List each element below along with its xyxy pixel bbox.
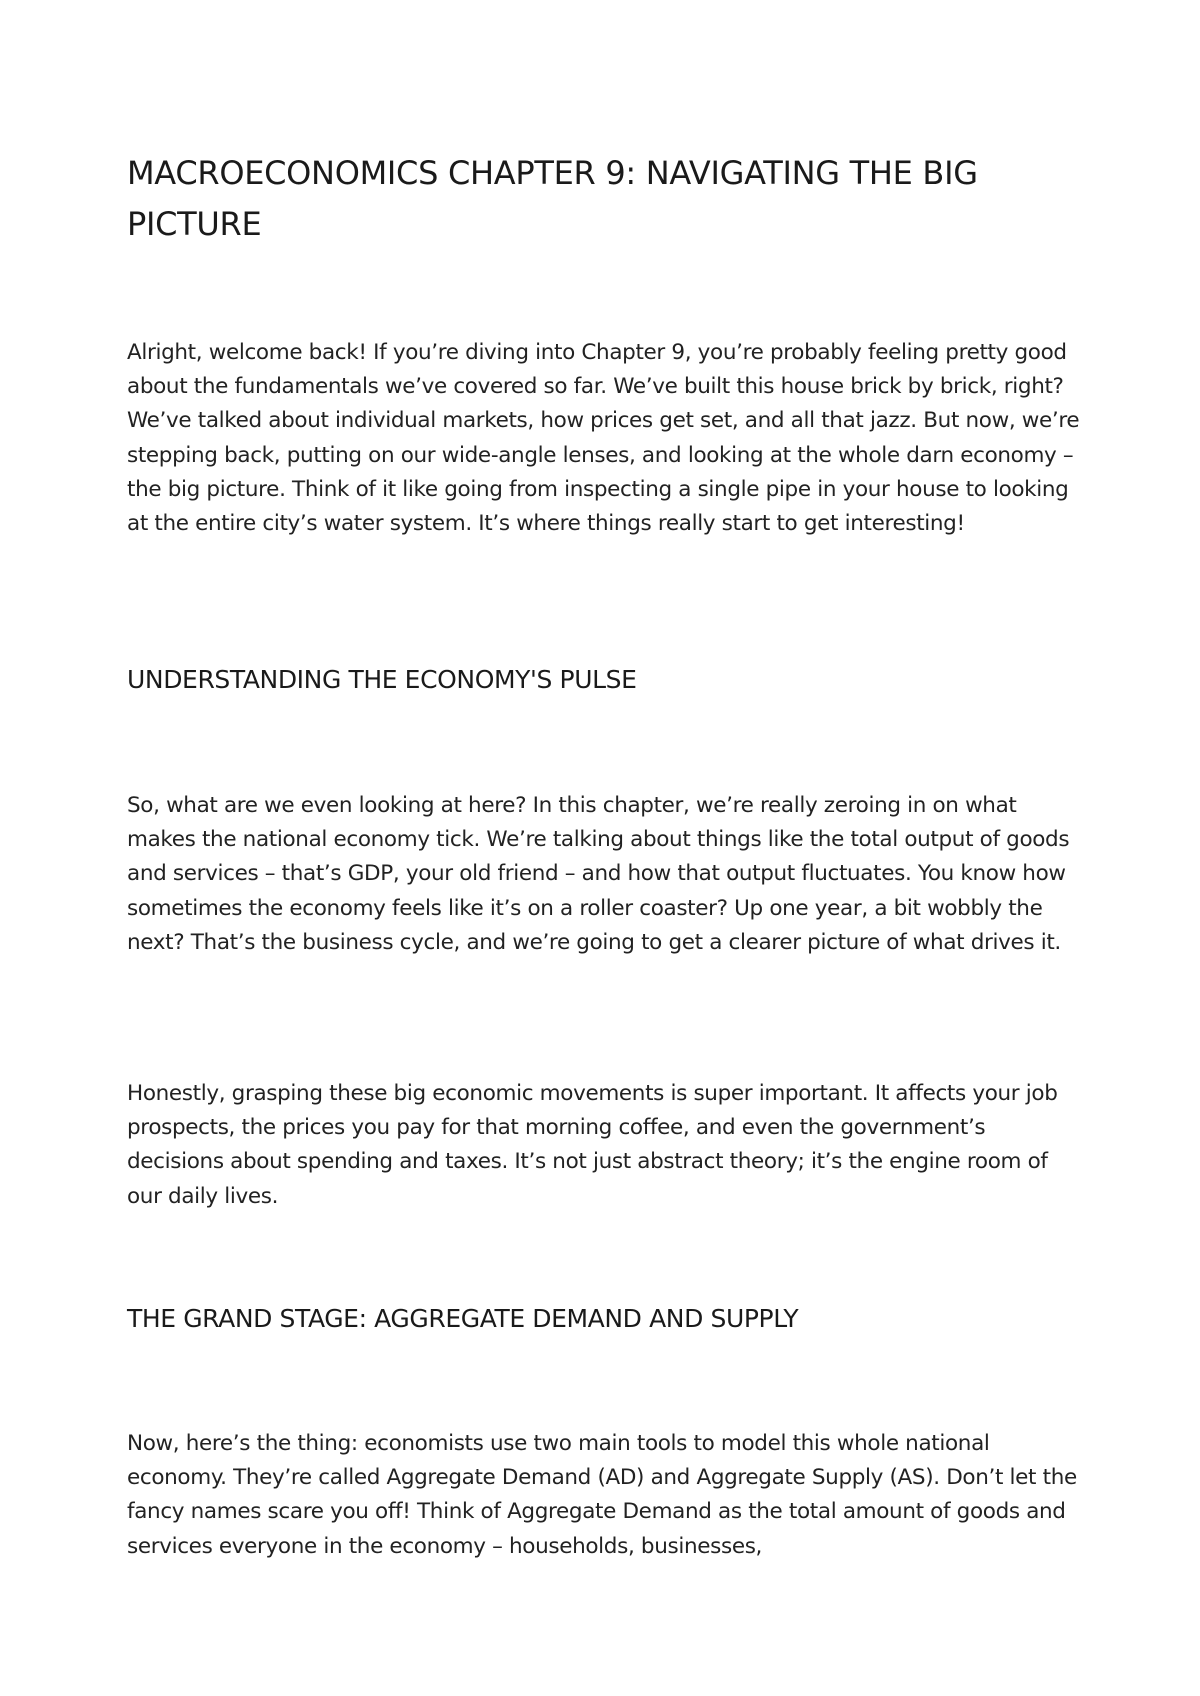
section-heading-economy-pulse: UNDERSTANDING THE ECONOMY'S PULSE [127, 665, 637, 694]
section-paragraph: Honestly, grasping these big economic movements is super important. It affects your job prospects, the prices you pay for that morning coffee, and even the government’s decisions about spending and taxes. It’s not just abstract theory; it’s the engine room of our daily lives. [127, 1081, 1058, 1209]
intro-paragraph: Alright, welcome back! If you’re diving into Chapter 9, you’re probably feeling pretty good about the fundamentals we’ve covered so far. We’ve built this house brick by brick, right? We’ve talked about individual markets, how prices get set, and all that jazz. But now, we’re stepping back, putting on our wide-angle lenses, and looking at the whole darn economy – the big picture. Think of it like going from inspecting a single pipe in your house to looking at the entire city’s water system. It’s where things really start to get interesting! [127, 340, 1080, 537]
section-paragraph: So, what are we even looking at here? In this chapter, we’re really zeroing in on what makes the national economy tick. We’re talking about things like the total output of goods and services – that’s GDP, your old friend – and how that output fluctuates. You know how sometimes the economy feels like it’s on a roller coaster? Up one year, a bit wobbly the next? That’s the business cycle, and we’re going to get a clearer picture of what drives it. [127, 793, 1070, 955]
section-heading-aggregate-demand-supply: THE GRAND STAGE: AGGREGATE DEMAND AND SUPPLY [127, 1304, 799, 1333]
section-paragraph: Now, here’s the thing: economists use two main tools to model this whole national economy. They’re called Aggregate Demand (AD) and Aggregate Supply (AS). Don’t let the fancy names scare you off! Think of Aggregate Demand as the total amount of goods and services everyone in the economy – households, businesses, [127, 1431, 1077, 1559]
document-title: MACROECONOMICS CHAPTER 9: NAVIGATING THE BIG PICTURE [127, 154, 978, 243]
